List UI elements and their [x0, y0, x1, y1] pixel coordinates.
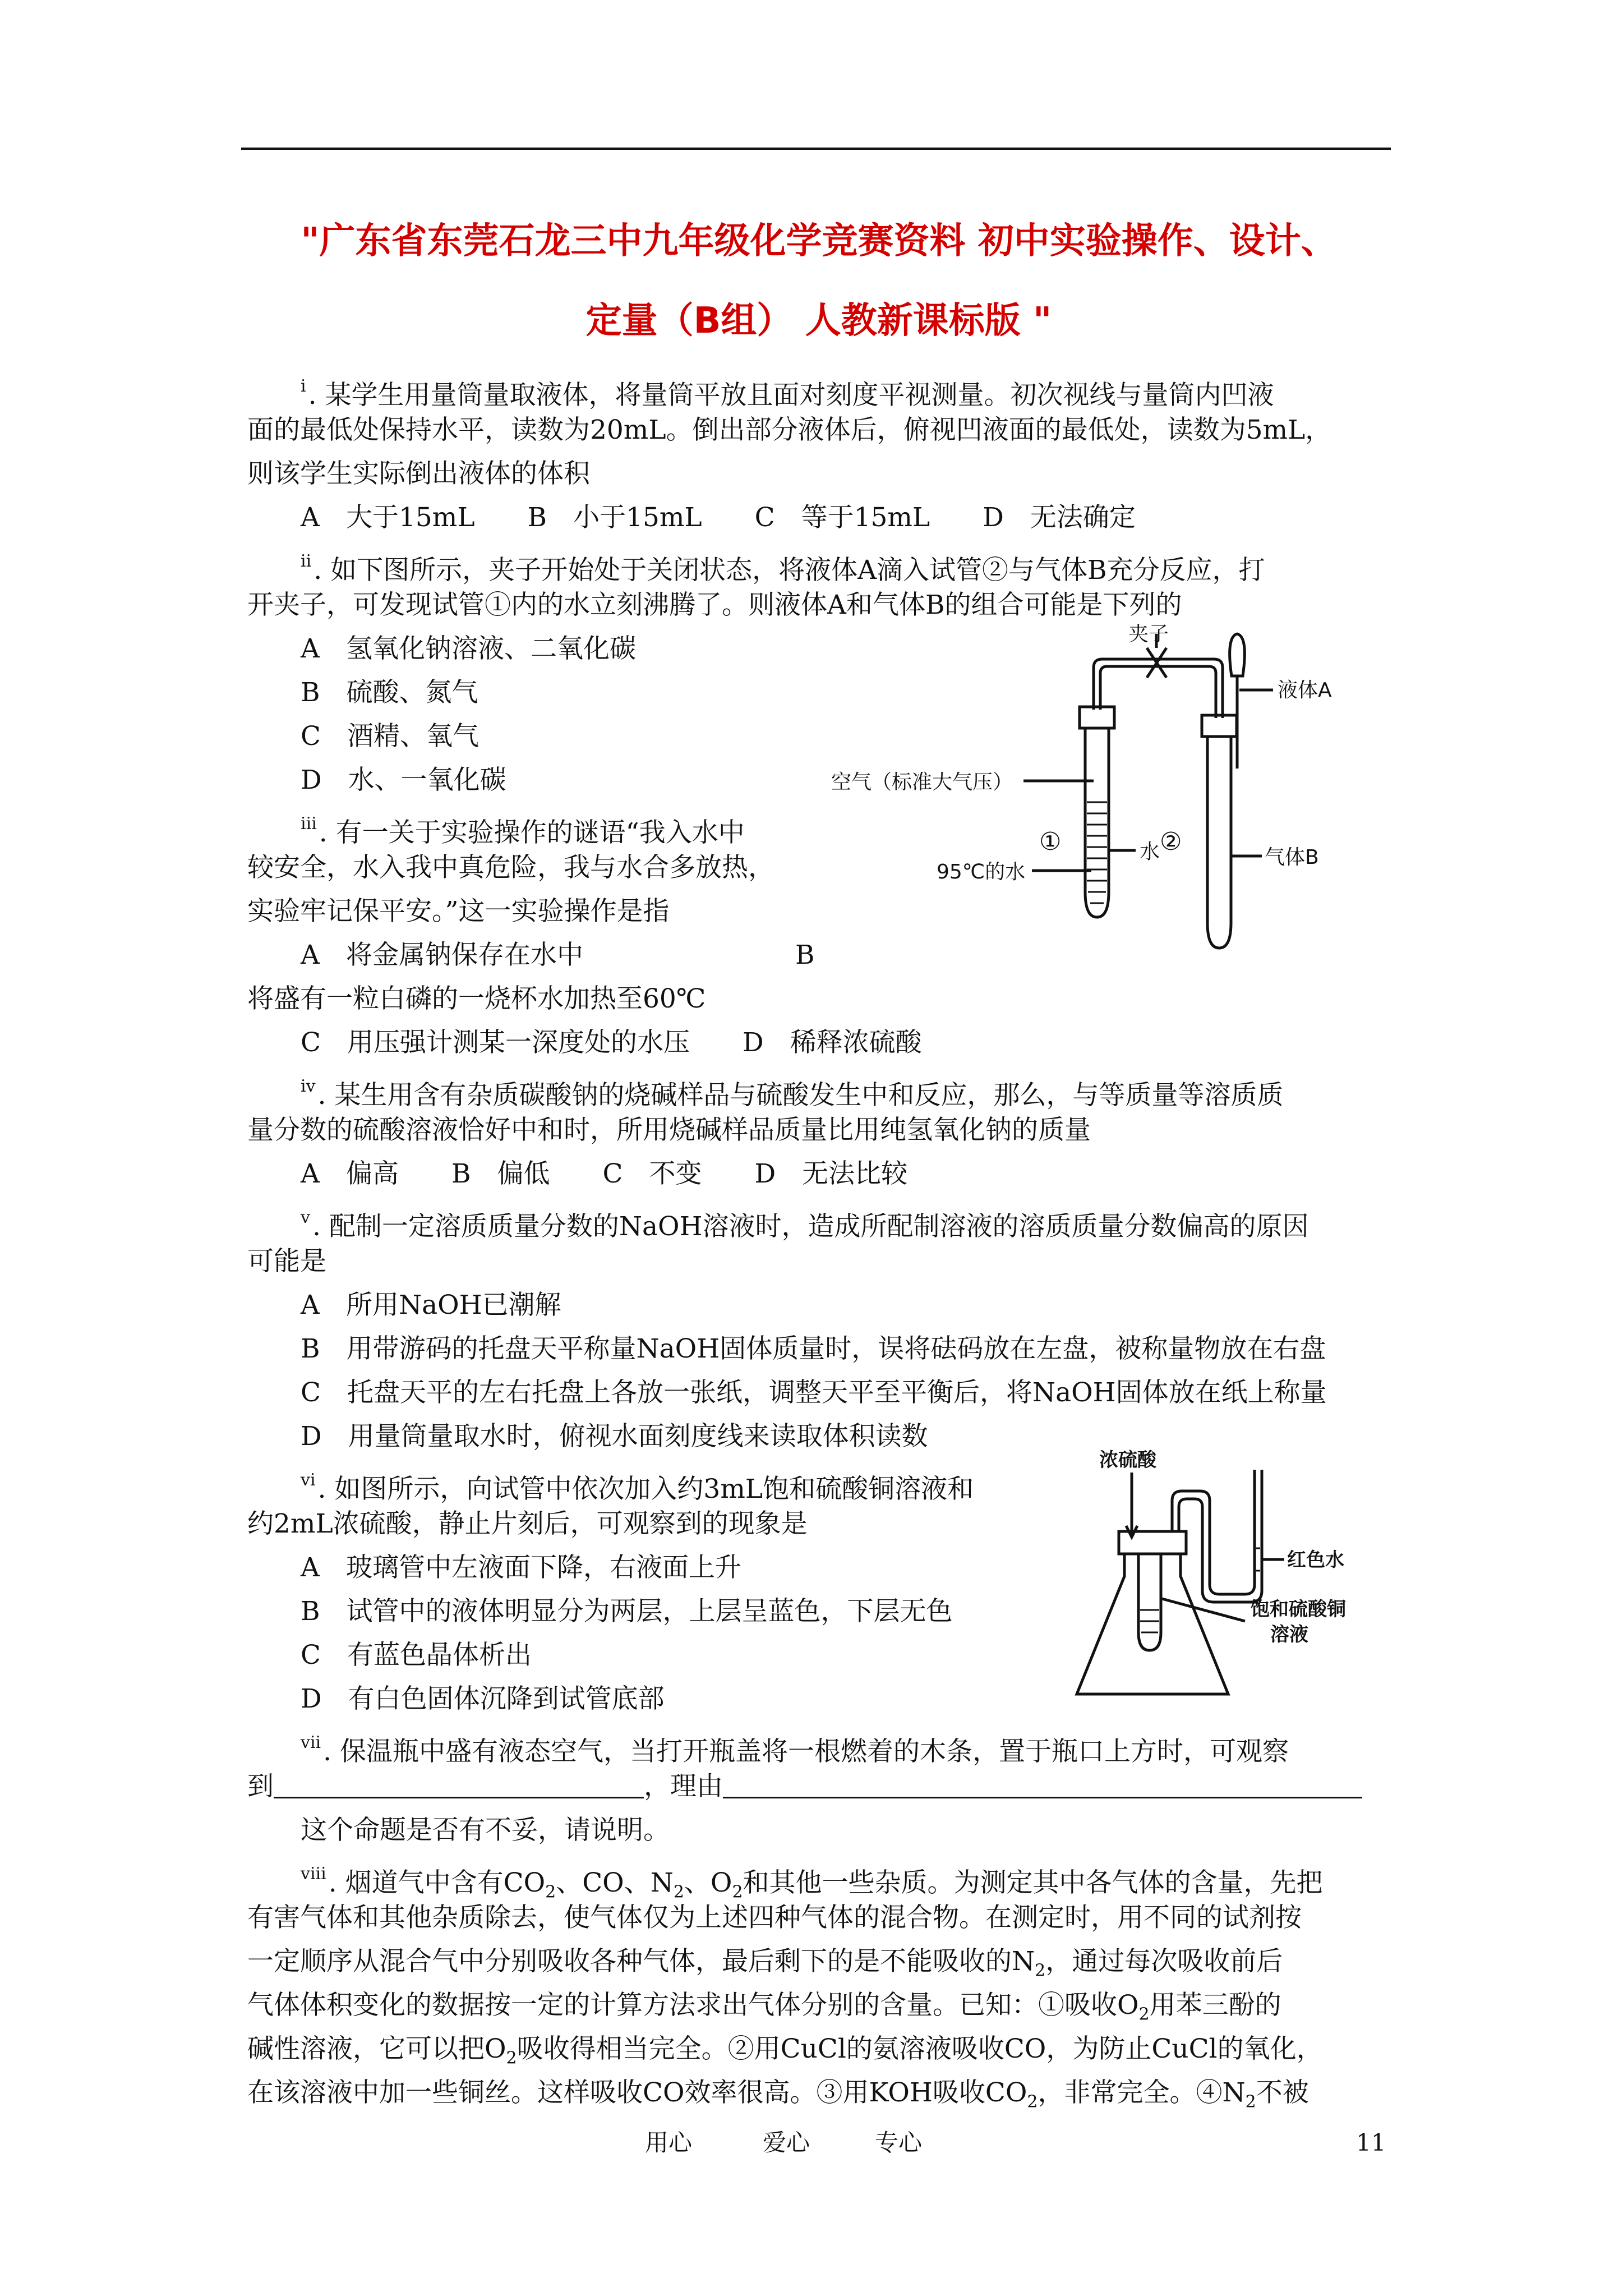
q3-option-b-text: 将盛有一粒白磷的一烧杯水加热至60℃ — [247, 983, 706, 1014]
q4-options: A 偏高 B 偏低 C 不变 D 无法比较 — [301, 1158, 908, 1189]
q7-number: vii — [301, 1733, 321, 1752]
q5-line2: 可能是 — [247, 1246, 326, 1277]
q4-number: iv — [301, 1076, 316, 1096]
q6-number: vi — [301, 1470, 316, 1490]
flask-apparatus-drawing — [1066, 1447, 1380, 1705]
page-number: 11 — [1356, 2129, 1386, 2156]
q1-line1: $^i$. 某学生用量筒量取液体，将量筒平放且面对刻度平视测量。初次视线与量筒内凹液 — [301, 376, 1274, 411]
q4-line1: $^{iv}$. 某生用含有杂质碳酸钠的烧碱样品与硫酸发生中和反应，那么，与等质量等溶质质 — [301, 1076, 1284, 1111]
label-solution-line2: 溶液 — [1270, 1623, 1308, 1646]
q5-option-d: D 用量筒量取水时，俯视水面刻度线来读取体积读数 — [301, 1421, 928, 1452]
q2-option-b: B 硫酸、氮气 — [301, 677, 478, 708]
q8-line4: 气体体积变化的数据按一定的计算方法求出气体分别的含量。已知：①吸收$O_2$用苯三酚的 — [247, 1990, 1281, 2024]
q3-number: iii — [301, 814, 317, 834]
q7-line3: 这个命题是否有不妥，请说明。 — [301, 1815, 670, 1846]
q2-option-d: D 水、一氧化碳 — [301, 765, 506, 795]
q7-line2: 到 ，理由 — [247, 1765, 1362, 1809]
q5-option-a: A 所用NaOH已潮解 — [301, 1290, 561, 1320]
q8-line1: $^{viii}$. 烟道气中含有$CO_2$、CO、$N_2$、$O_2$和其他一些杂质。为测定其中各气体的含量，先把 — [301, 1864, 1323, 1902]
footer-text-3: 专心 — [875, 2129, 923, 2156]
q2-option-c: C 酒精、氧气 — [301, 721, 479, 752]
q6-option-d: D 有白色固体沉降到试管底部 — [301, 1683, 665, 1714]
q6-line2: 约2mL浓硫酸，静止片刻后，可观察到的现象是 — [247, 1508, 808, 1539]
q1-number: i — [301, 376, 306, 396]
q6-option-a: A 玻璃管中左液面下降，右液面上升 — [301, 1552, 741, 1583]
label-liquid-a: 液体A — [1278, 679, 1332, 702]
q3-line1: $^{iii}$. 有一关于实验操作的谜语“我入水中 — [301, 814, 745, 848]
test-tube-apparatus-figure — [830, 623, 1391, 959]
label-tube-1: ① — [1039, 827, 1062, 856]
q5-option-c: C 托盘天平的左右托盘上各放一张纸，调整天平至平衡后，将NaOH固体放在纸上称量 — [301, 1377, 1327, 1408]
label-concentrated-acid: 浓硫酸 — [1099, 1449, 1156, 1471]
q8-line6: 在该溶液中加一些铜丝。这样吸收CO效率很高。③用KOH吸收$CO_2$，非常完全。$④N_2$不被 — [247, 2077, 1309, 2112]
q7-answer-blank-1[interactable] — [274, 1774, 644, 1798]
q3-option-b-letter: B — [795, 940, 815, 970]
q2-line1: $^{ii}$. 如下图所示，夹子开始处于关闭状态，将液体A滴入试管②与气体B充分反应，打 — [301, 551, 1265, 586]
label-clip: 夹子 — [1128, 623, 1169, 646]
q6-option-b: B 试管中的液体明显分为两层，上层呈蓝色，下层无色 — [301, 1596, 953, 1627]
label-water: 水 — [1140, 840, 1160, 863]
q2-line2: 开夹子，可发现试管①内的水立刻沸腾了。则液体A和气体B的组合可能是下列的 — [247, 590, 1182, 620]
label-gas-b: 气体B — [1265, 846, 1319, 869]
label-red-water: 红色水 — [1287, 1549, 1344, 1571]
q7-line1: $^{vii}$. 保温瓶中盛有液态空气，当打开瓶盖将一根燃着的木条，置于瓶口上方时，可观察 — [301, 1733, 1289, 1767]
footer-text-2: 爱心 — [763, 2129, 810, 2156]
q8-line2: 有害气体和其他杂质除去，使气体仅为上述四种气体的混合物。在测定时，用不同的试剂按 — [247, 1902, 1302, 1933]
q3-option-a: A 将金属钠保存在水中 — [301, 940, 583, 970]
q8-number: viii — [301, 1864, 326, 1884]
q3-line2: 较安全，水入我中真危险，我与水合多放热， — [247, 852, 774, 883]
flask-apparatus-figure — [1066, 1447, 1380, 1705]
q5-line1: $^v$. 配制一定溶质质量分数的NaOH溶液时，造成所配制溶液的溶质质量分数偏高的原因 — [301, 1208, 1309, 1242]
label-solution-line1: 饱和硫酸铜 — [1251, 1598, 1346, 1621]
q1-line3: 则该学生实际倒出液体的体积 — [247, 458, 590, 489]
footer-text-1: 用心 — [645, 2129, 693, 2156]
label-air: 空气（标准大气压） — [831, 771, 1013, 794]
q5-number: v — [301, 1208, 310, 1227]
q2-number: ii — [301, 551, 312, 571]
q3-options-cd: C 用压强计测某一深度处的水压 D 稀释浓硫酸 — [301, 1027, 922, 1058]
q2-option-a: A 氢氧化钠溶液、二氧化碳 — [301, 633, 636, 664]
q1-line2: 面的最低处保持水平，读数为20mL。倒出部分液体后，俯视凹液面的最低处，读数为5mL， — [247, 415, 1332, 445]
test-tube-apparatus-drawing — [830, 623, 1391, 959]
label-tube-2: ② — [1160, 827, 1182, 856]
document-title-line2: 定量（B组） 人教新课标版 " — [585, 300, 1052, 342]
q1-options: A 大于15mL B 小于15mL C 等于15mL D 无法确定 — [301, 502, 1136, 533]
q6-line1: $^{vi}$. 如图所示，向试管中依次加入约3mL饱和硫酸铜溶液和 — [301, 1470, 974, 1504]
q8-line3: 一定顺序从混合气中分别吸收各种气体，最后剩下的是不能吸收的$N_2$，通过每次吸收前后 — [247, 1946, 1283, 1981]
q8-line5: 碱性溶液，它可以把$O_2$吸收得相当完全。②用CuCl的氨溶液吸收CO，为防止CuCl的氧化， — [247, 2033, 1323, 2068]
header-rule — [241, 148, 1391, 150]
q3-line3: 实验牢记保平安。”这一实验操作是指 — [247, 896, 670, 927]
document-title-line1: "广东省东莞石龙三中九年级化学竞赛资料 初中实验操作、设计、 — [301, 220, 1337, 262]
label-hot-water: 95℃的水 — [937, 861, 1026, 884]
q5-option-b: B 用带游码的托盘天平称量NaOH固体质量时，误将砝码放在左盘，被称量物放在右盘 — [301, 1333, 1326, 1364]
q7-answer-blank-2[interactable] — [723, 1774, 1362, 1798]
q6-option-c: C 有蓝色晶体析出 — [301, 1640, 532, 1671]
q4-line2: 量分数的硫酸溶液恰好中和时，所用烧碱样品质量比用纯氢氧化钠的质量 — [247, 1115, 1091, 1145]
